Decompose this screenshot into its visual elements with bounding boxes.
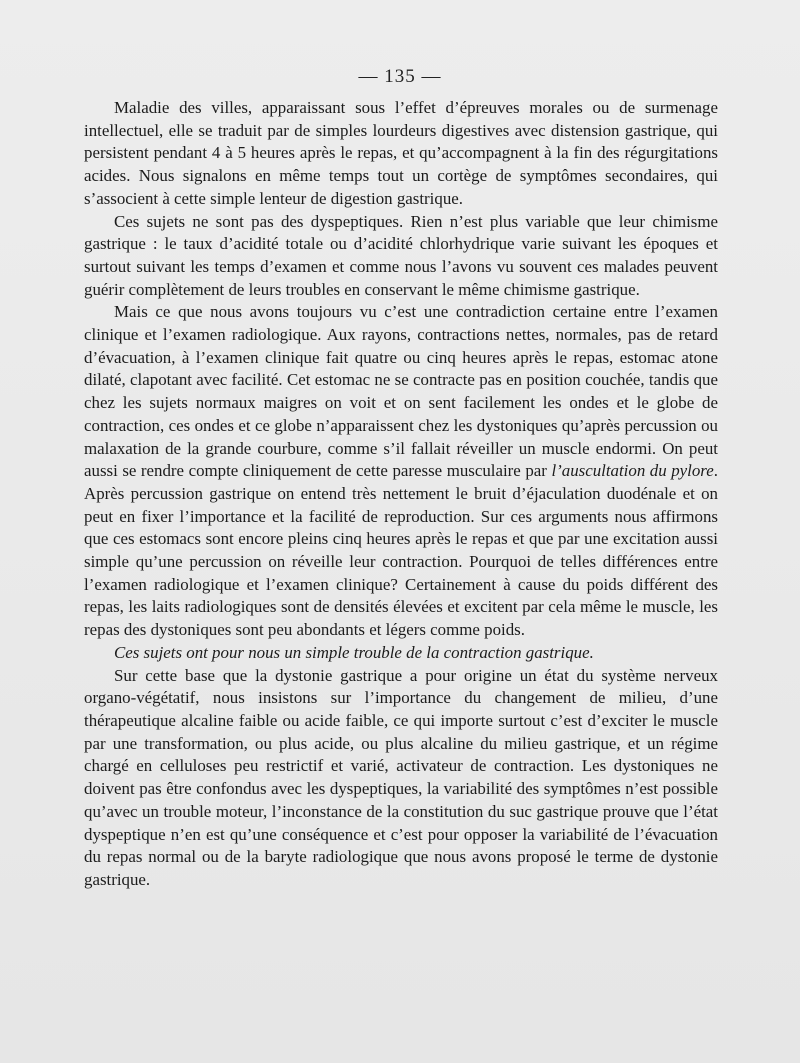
paragraph-1: Maladie des villes, apparaissant sous l’effet d’épreuves morales ou de surmenage intellectuel, elle se traduit par de simples lourdeurs digestives avec distension gastrique, qui persistent pendant 4 à 5 heures après le repas, et qu’accompagnent à la fin des régurgitations acides. Nous signalons en même temps tout un cortège de symptômes secondaires, qui s’associent à cette simple lenteur de digestion gastrique.	[84, 98, 718, 208]
paragraph-4-conclusion: Ces sujets ont pour nous un simple trouble de la contraction gastrique.	[114, 642, 594, 662]
paragraph-3	[84, 301, 718, 642]
paragraph-2: Ces sujets ne sont pas des dyspeptiques. Rien n’est plus variable que leur chimisme gastrique : le taux d’acidité totale ou d’acidité chlorhydrique varie suivant les époques et surtout suivant les temps d’examen et comme nous l’avons vu souvent ces malades peuvent guérir complètement de leurs troubles en conservant le même chimisme gastrique.	[84, 211, 718, 299]
body-text	[84, 97, 718, 892]
paragraph-5: Sur cette base que la dystonie gastrique a pour origine un état du système nerveux organo-végétatif, nous insistons sur l’importance du changement de milieu, d’une thérapeutique alcaline faible ou acide faible, ce qui importe surtout c’est d’exciter le muscle par une transformation, ou plus acide, ou plus alcaline du milieu gastrique, et un régime chargé en celluloses peu restrictif et varié, activateur de contraction. Les dystoniques ne doivent pas être confondus avec les dyspeptiques, la variabilité des symptômes n’est possible qu’avec un trouble moteur, l’inconstance de la constitution du suc gastrique prouve que l’état dyspeptique n’en est qu’une conséquence et c’est pour opposer la variabilité de l’évacuation du repas normal ou de la baryte radiologique que nous avons proposé le terme de dystonie gastrique.	[84, 665, 718, 889]
paragraph-3-italic-term: l’auscultation du pylore	[551, 461, 714, 481]
page-number: — 135 —	[358, 66, 442, 87]
paragraph-3-text-start: Mais ce que nous avons toujours vu c’est une contradiction certaine entre l’examen clinique et l’examen radiologique. Aux rayons, contractions nettes, normales, pas de retard d’évacuation, à l’examen clinique fait quatre ou cinq heures après le repas, estomac atone dilaté, clapotant avec facilité. Cet estomac ne se contracte pas en position couchée, tandis que chez les sujets normaux maigres on voit et on sent facilement les ondes et le globe de contraction, ces ondes et ce globe n’apparaissent chez les dystoniques qu’après percussion ou malaxation de la grande courbure, comme s’il fallait réveiller un muscle endormi. On peut aussi se rendre compte cliniquement de cette paresse musculaire par	[84, 302, 718, 481]
paragraph-3-text-end: . Après percussion gastrique on entend très nettement le bruit d’éjaculation duodénale et on peut en fixer l’importance et la facilité de reproduction. Sur ces arguments nous affirmons que ces estomacs sont encore pleins cinq heures après le repas et que par une excitation aussi simple qu’une percussion on réveille leur contraction. Pourquoi de telles différences entre l’examen radiologique et l’examen clinique? Certainement à cause du poids différent des repas, les laits radiologiques sont de densités élevées et excitent par cela même le muscle, les repas des dystoniques sont peu abondants et légers comme poids.	[84, 461, 718, 640]
